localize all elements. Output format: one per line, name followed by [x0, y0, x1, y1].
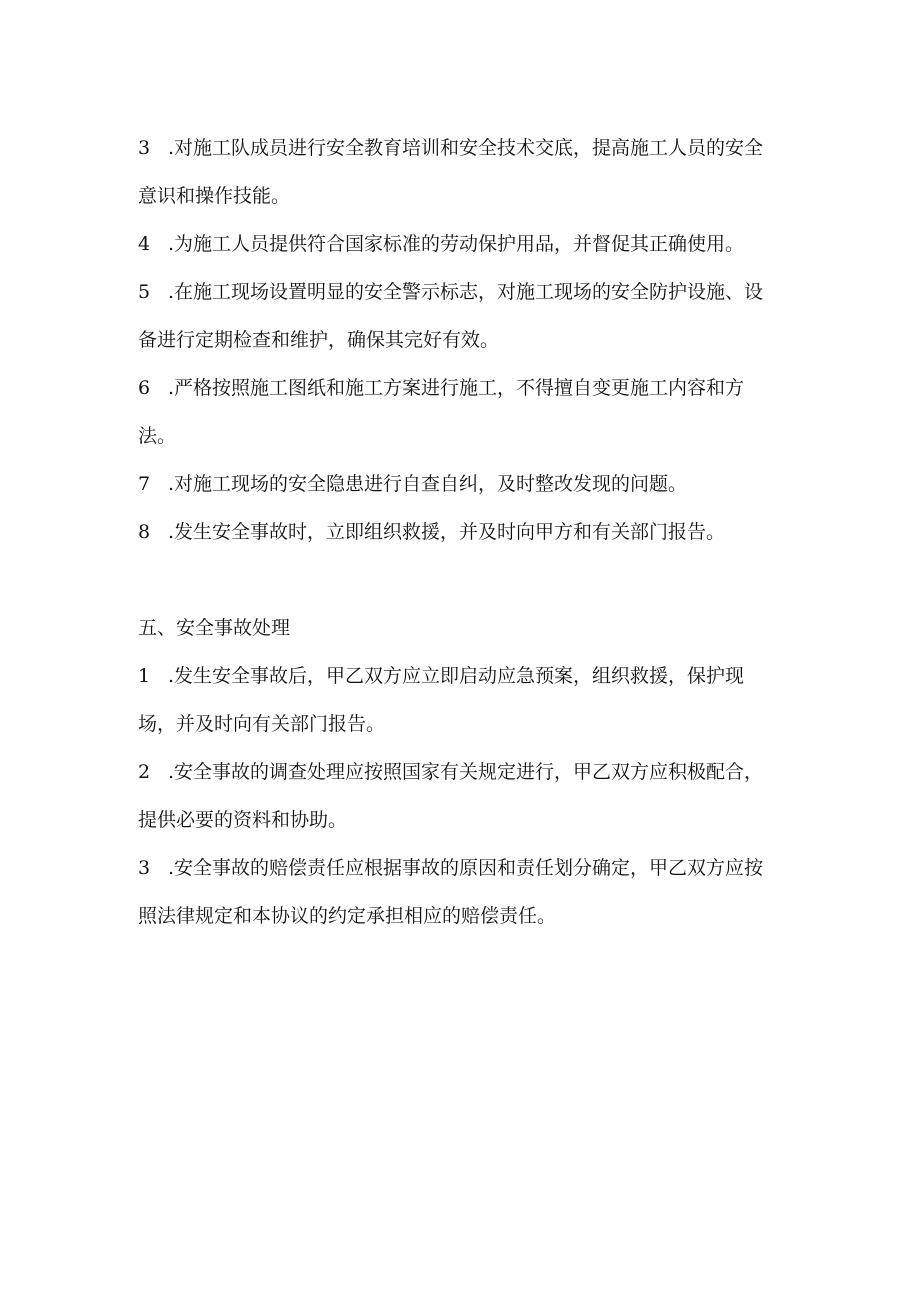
item-text: .在施工现场设置明显的安全警示标志，对施工现场的安全防护设施、设备进行定期检查和维护，确保其完好有效。	[138, 281, 764, 351]
item-text: .安全事故的赔偿责任应根据事故的原因和责任划分确定，甲乙双方应按照法律规定和本协议的约定承担相应的赔偿责任。	[138, 857, 764, 927]
item-number: 8	[138, 521, 151, 543]
item-number: 4	[138, 233, 151, 255]
item-number: 6	[138, 377, 151, 399]
item-text: .发生安全事故时，立即组织救援，并及时向甲方和有关部门报告。	[168, 521, 726, 543]
item-number: 7	[138, 473, 151, 495]
list-item	[138, 268, 778, 364]
item-text: .对施工现场的安全隐患进行自查自纠，及时整改发现的问题。	[168, 473, 688, 495]
item-number: 1	[138, 665, 151, 687]
list-item	[138, 652, 778, 748]
list-item	[138, 220, 778, 268]
item-number: 2	[138, 761, 151, 783]
list-item	[138, 124, 778, 220]
list-item	[138, 748, 778, 844]
document-body	[138, 124, 778, 940]
list-item	[138, 364, 778, 460]
item-text: .发生安全事故后，甲乙双方应立即启动应急预案，组织救援，保护现场，并及时向有关部门报告。	[138, 665, 745, 735]
item-number: 3	[138, 137, 151, 159]
item-text: .安全事故的调查处理应按照国家有关规定进行，甲乙双方应积极配合，提供必要的资料和协助。	[138, 761, 764, 831]
item-number: 5	[138, 281, 151, 303]
item-number: 3	[138, 857, 151, 879]
list-item	[138, 460, 778, 508]
item-text: .为施工人员提供符合国家标准的劳动保护用品，并督促其正确使用。	[168, 233, 745, 255]
section-spacer	[138, 556, 778, 604]
item-text: .严格按照施工图纸和施工方案进行施工，不得擅自变更施工内容和方法。	[138, 377, 745, 447]
section-heading: 五、安全事故处理	[138, 617, 291, 639]
list-item	[138, 508, 778, 556]
item-text: .对施工队成员进行安全教育培训和安全技术交底，提高施工人员的安全意识和操作技能。	[138, 137, 764, 207]
list-item	[138, 844, 778, 940]
